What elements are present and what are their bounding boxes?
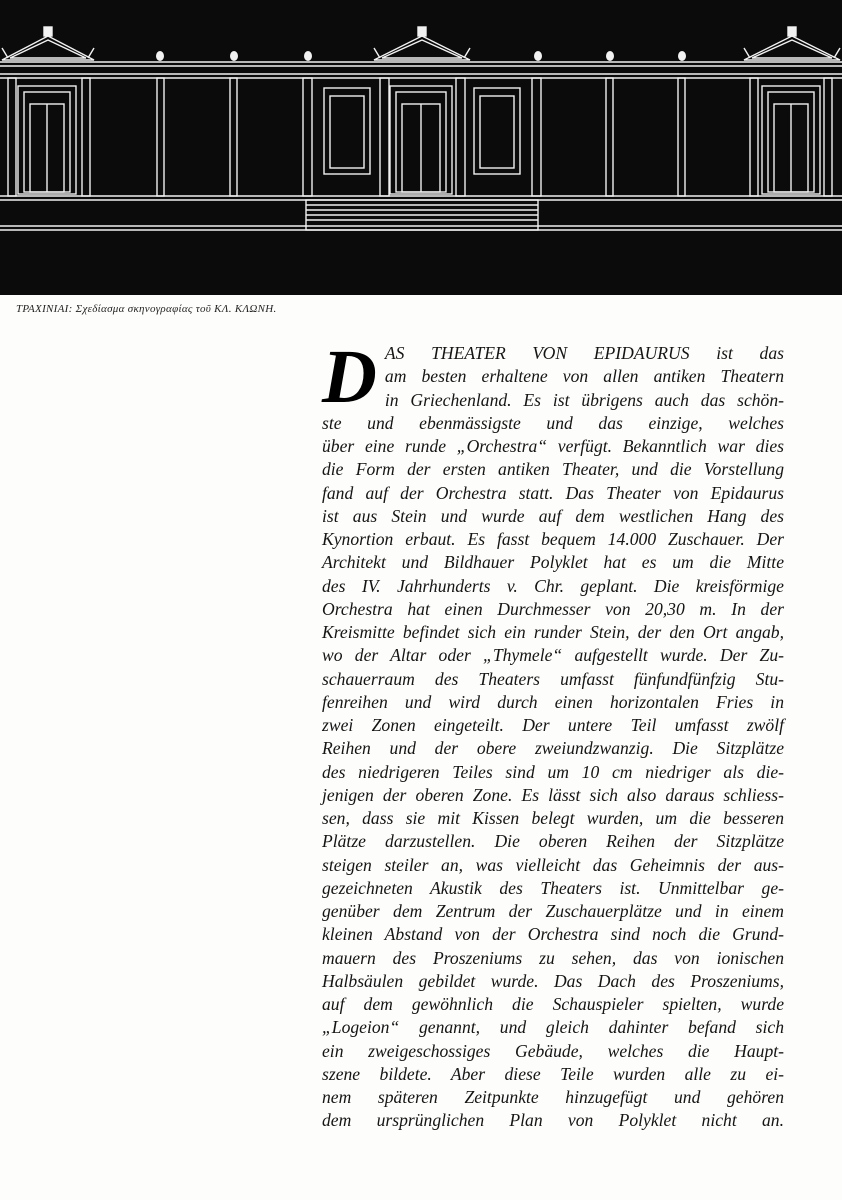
text-line: „Logeion“ genannt, und gleich dahinter befand sich <box>322 1017 784 1038</box>
text-line: kleinen Abstand von der Orchestra sind noch die Grund- <box>322 924 784 945</box>
text-line: dem ursprünglichen Plan von Polyklet nicht an. <box>322 1110 784 1131</box>
doors <box>18 86 820 194</box>
pediment-right <box>744 27 840 60</box>
text-line: mauern des Proszeniums zu sehen, das von ionischen <box>322 947 784 968</box>
text-line: die Form der ersten antiken Theater, und die Vorstellung <box>322 459 784 480</box>
text-line: des IV. Jahrhunderts v. Chr. geplant. Die kreisförmige <box>322 575 784 596</box>
text-line: schauerraum des Theaters umfasst fünfundfünfzig Stu- <box>322 668 784 689</box>
text-line: fand auf der Orchestra statt. Das Theater von Epidaurus <box>322 482 784 503</box>
text-line: sen, dass sie mit Kissen belegt wurden, um die besseren <box>322 808 784 828</box>
text-line: Reihen und der obere zweiundzwanzig. Die Sitzplätze <box>322 738 784 759</box>
text-line: wo der Altar oder „Thymele“ aufgestellt wurde. Der Zu- <box>322 645 784 666</box>
text-line: auf dem gewöhnlich die Schauspieler spielten, wurde <box>322 994 784 1014</box>
text-line: zwei Zonen eingeteilt. Der untere Teil umfasst zwölf <box>322 715 784 735</box>
text-line: Orchestra hat einen Durchmesser von 20,30 m. In der <box>322 598 784 619</box>
text-line: über eine runde „Orchestra“ verfügt. Bekanntlich war dies <box>322 436 784 456</box>
text-line: nem späteren Zeitpunkte hinzugefügt und gehören <box>322 1087 784 1107</box>
text-line: in Griechenland. Es ist übrigens auch das schön- <box>384 389 784 410</box>
text-line: steigen steiler an, was vielleicht das Geheimnis der aus- <box>322 854 784 875</box>
figure-caption: ΤΡΑΧΙΝΙΑΙ: Σχεδίασμα σκηνογραφίας τοῦ ΚΛ. ΚΛΩΝΗ. <box>16 303 277 315</box>
text-line: Kreismitte befindet sich ein runder Stein, der den Ort angab, <box>322 622 784 642</box>
text-line: fenreihen und wird durch einen horizontalen Fries in <box>322 691 784 712</box>
text-line: Architekt und Bildhauer Polyklet hat es um die Mitte <box>322 552 784 573</box>
text-line: des niedrigeren Teiles sind um 10 cm niedriger als die- <box>322 761 784 782</box>
text-line: Kynortion erbaut. Es fasst bequem 14.000 Zuschauer. Der <box>322 529 784 549</box>
text-line: ein zweigeschossiges Gebäude, welches die Haupt- <box>322 1040 784 1061</box>
text-line: genüber dem Zentrum der Zuschauerplätze und in einem <box>322 901 784 921</box>
windows <box>324 88 520 174</box>
text-line: Plätze darzustellen. Die oberen Reihen der Sitzplätze <box>322 831 784 852</box>
drop-cap: D <box>322 335 377 419</box>
text-line: gezeichneten Akustik des Theaters ist. Unmittelbar ge- <box>322 877 784 898</box>
article-body <box>322 335 784 1133</box>
columns <box>8 78 832 196</box>
pediment-center <box>374 27 470 60</box>
text-line: ist aus Stein und wurde auf dem westlichen Hang des <box>322 505 784 526</box>
text-line: szene bildete. Aber diese Teile wurden alle zu ei- <box>322 1063 784 1084</box>
pediment-left <box>2 27 94 60</box>
text-line: am besten erhaltene von allen antiken Theatern <box>384 366 784 387</box>
scene-drawing-svg <box>0 0 842 295</box>
text-line: jenigen der oberen Zone. Es lässt sich also daraus schliess- <box>322 784 784 805</box>
scene-illustration <box>0 0 842 295</box>
text-line: ste und ebenmässigste und das einzige, welches <box>322 412 784 433</box>
text-line: Halbsäulen gebildet wurde. Das Dach des Proszeniums, <box>322 970 784 991</box>
text-line: AS THEATER VON EPIDAURUS ist das <box>384 343 784 363</box>
